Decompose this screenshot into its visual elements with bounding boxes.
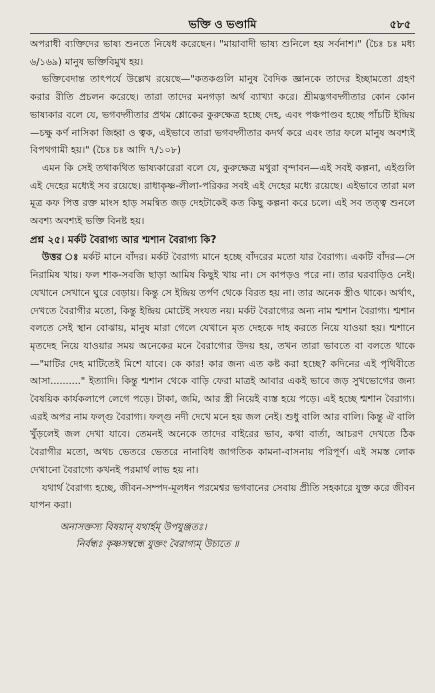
page-body bbox=[30, 36, 415, 515]
paragraph-3: এমন কি সেই তথাকথিত ভাষ্যকারেরা বলে যে, কুরুক্ষেত্র মথুরা বৃন্দাবন—এই সবই কল্পনা, এইগুলি এই দেহের মধ্যেই সব রয়েছে। রাধাকৃষ্ণ-লীলা-পরিকর সবই এই দেহের মধ্যে রয়েছে। এইভাবে তারা মল মূত্র কফ পিত্ত রক্ত মাংস হাড় সমন্বিত জড় দেহটাকেই কত কিছু কল্পনা করে চলে। এই সব তত্ত্ব শুনলে অবশ্য অবশ্যই ভক্তি বিনষ্ট হয়। bbox=[30, 162, 415, 228]
paragraph-2: ভক্তিবেদান্ত তাৎপর্যে উল্লেখ রয়েছে—"কতকগুলি মানুষ বৈদিক জ্ঞানকে তাদের ইচ্ছামতো গ্রহণ করার রীতি প্রচলন করেছে। তারা তাদের মনগড়া অর্থ ব্যাখ্যা করে। শ্রীমদ্ভগবদ্গীতার কোন কোন ভাষ্যকার বলে যে, ভগবদ্গীতার প্রথম শ্লোকের কুরুক্ষেত্র হচ্ছে দেহ, এবং পঞ্চপাণ্ডব হচ্ছে পাঁচটি ইন্দ্রিয়—চক্ষু কর্ণ নাসিকা জিহ্বা ও ত্বক, এইভাবে তারা ভগবদ্গীতার কদর্থ করে এবং তার ফলে মানুষ অবশ্যই বিপথগামী হয়।" (চৈঃ চঃ আদি ৭/১০৮) bbox=[30, 74, 415, 157]
page-number: ৫৮৫ bbox=[389, 18, 411, 31]
header-divider bbox=[30, 33, 415, 34]
answer-text: মর্কট মানে বাঁদর। মর্কট বৈরাগ্য মানে হচ্ছে বাঁদরের মতো যার বৈরাগ্য। একটি বাঁদর—সে নিরামিষ খায়। ফল শাক-সবজি ছাড়া আমিষ কিছুই খায় না। সে কাপড়ও পরে না। তার ঘরবাড়িও নেই। যেখানে সেখানে ঘুরে বেড়ায়। কিন্তু সে ইন্দ্রিয় তর্পণ থেকে বিরত হয় না। তার অনেক স্ত্রীও থাকে। অর্থাৎ, দেখতে বৈরাগীর মতো, কিন্তু ইন্দ্রিয় মোটেই সংযত নয়। মর্কট বৈরাগ্যের অন্য নাম শ্মশান বৈরাগ্য। শ্মশান বলতে সেই স্থান বোঝায়, মানুষ মারা গেলে যেখানে মৃত দেহকে দাহ করতে নিয়ে যাওয়া হয়। শ্মশানে মৃতদেহ নিয়ে যাওয়ার সময় অনেকের মনে বৈরাগ্যের উদয় হয়, তখন তারা ভাবতে বা বলতে থাকে—"মাটির দেহ মাটিতেই মিশে যাবে। কে কার! কার জন্য এত কষ্ট করা হচ্ছে? কদিনের এই পৃথিবীতে আসা.........." ইত্যাদি। কিন্তু শ্মশান থেকে বাড়ি ফেরা মাত্রই আবার একই ভাবে জড় সুখভোগের জন্য বৈষয়িক কার্যকলাপে লেগে পড়ে। টাকা, জমি, আর স্ত্রী নিয়েই ব্যস্ত হয়ে পড়ে। এই হচ্ছে শ্মশান বৈরাগ্য। এরই অপর নাম ফল্গু বৈরাগ্য। ফল্গু নদী দেখে মনে হয় জল নেই। শুধু বালি আর বালি। কিন্তু ঐ বালি খুঁড়লেই জল দেখা যাবে। তেমনই অনেকে তাদের বাইরের ভাব, কথা বার্তা, আচরণ দেখতে ঠিক বৈরাগীর মতো, অথচ ভেতরে ভেতরে নানাবিধ জাগতিক কামনা-বাসনায় পরিপূর্ণ। এই সমস্ত লোক দেখানো বৈরাগ্যে কখনই পরমার্থ লাভ হয় না। bbox=[30, 252, 415, 476]
closing-paragraph: যথার্থ বৈরাগ্য হচ্ছে, জীবন-সম্পদ-মূলধন পরমেশ্বর ভগবানের সেবায় প্রীতি সহকারে যুক্ত করে জীবন যাপন করা। bbox=[30, 482, 415, 512]
paragraph-1: অপরাধী ব্যক্তিদের ভাষ্য শুনতে নিষেধ করেছেন। "মায়াবাদী ভাষ্য শুনিলে হয় সর্বনাশ।" (চৈঃ চঃ মধ্য ৬/১৬৯) মানুষ ভক্তিবিমুখ হয়। bbox=[30, 39, 415, 68]
sanskrit-verse bbox=[30, 519, 415, 553]
verse-line-1: অনাসক্তস্য বিষয়ান্ যথার্হম্ উপযুঞ্জতঃ। bbox=[60, 521, 207, 533]
answer-paragraph bbox=[30, 249, 415, 479]
running-title: ভক্তি ও ভণ্ডামি bbox=[188, 18, 257, 31]
answer-label: উত্তর ঃ bbox=[42, 252, 80, 264]
verse-line-2: নির্বন্ধঃ কৃষ্ণসম্বন্ধে যুক্তং বৈরাগ্যম্ উচ্যতে ॥ bbox=[76, 538, 239, 550]
question-heading: প্রশ্ন ২৫। মর্কট বৈরাগ্য আর শ্মশান বৈরাগ্য কি? bbox=[30, 234, 217, 246]
page-header bbox=[30, 14, 415, 36]
